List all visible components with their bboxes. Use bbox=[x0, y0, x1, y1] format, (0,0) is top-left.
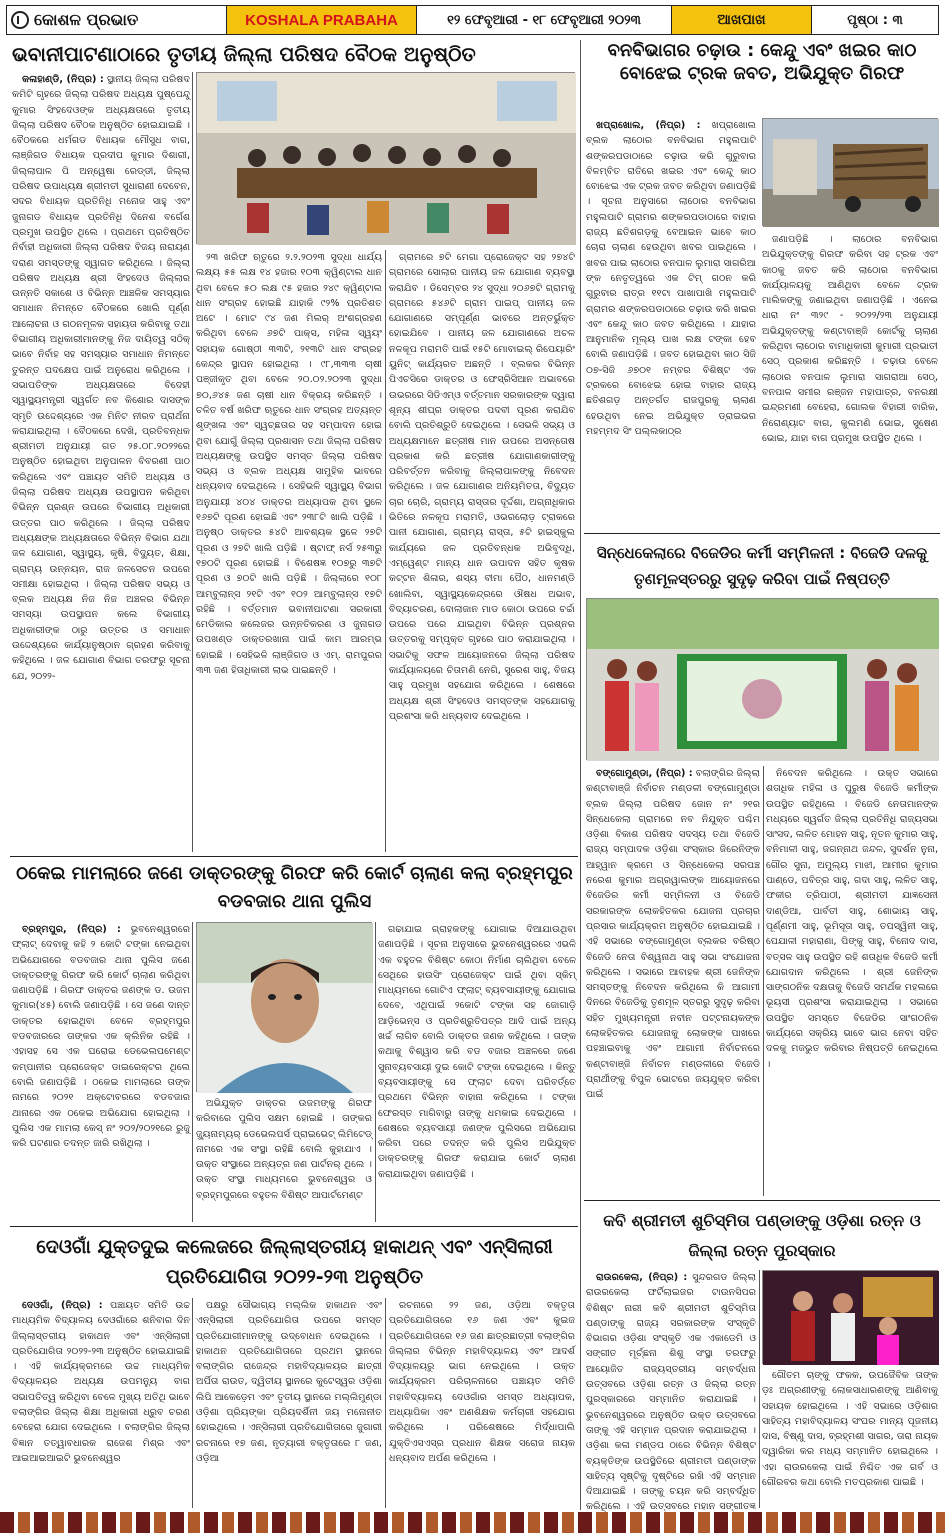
story6-award-photo bbox=[762, 1270, 938, 1364]
story1-column-3 bbox=[389, 250, 575, 852]
story3-column-1 bbox=[586, 766, 760, 1196]
award-ceremony-image bbox=[763, 1271, 939, 1365]
story-divider bbox=[10, 1226, 578, 1227]
story6-text-1: ସୁନ୍ଦରଗଡ ଜିଲ୍ଲା ରାଉରକେଲା ଫର୍ଟିଲାଇଜର ଟାଉନସିପର ବିଶିଷ୍ଟ ନାରୀ କବି ଶ୍ରୀମତୀ ଶୁଚିସ୍ମିତା ପଣ୍ଡାଙ୍କୁ ରାଜ୍ୟ ସରକାରଙ୍କ ସଂସ୍କୃତି ବିଭାଗର ଓଡ଼ିଶା ସଂସ୍କୃତି ଏକ ଏକାଡେମି ଓ ସଙ୍ଗୀତ ମୂର୍ଚ୍ଛନା ଶିଶୁ ସଂସ୍ଥା ତରଫରୁ ଆୟୋଜିତ ରାଜ୍ୟସ୍ତରୀୟ ସମ୍ବର୍ଦ୍ଧନା ଉତ୍ସବରେ ଓଡ଼ିଶା ରତ୍ନ ଓ ଜିଲ୍ଲା ରତ୍ନ ପୁରସ୍କାରରେ ସମ୍ମାନିତ କରାଯାଇଛି । ଭୁବନେଶ୍ୱରରେ ଅନୁଷ୍ଠିତ ଉକ୍ତ ଉତ୍ସବରେ ତାଙ୍କୁ ଏହି ସମ୍ମାନ ପ୍ରଦାନ କରାଯାଇଥିଲା । ଓଡ଼ିଶା କଳା ମଣ୍ଡପ ଠାରେ ବିଭିନ୍ନ ବିଶିଷ୍ଟ ବ୍ୟକ୍ତିଙ୍କ ଉପସ୍ଥିତିରେ ଶ୍ରୀମତୀ ପଣ୍ଡାଙ୍କ ସାହିତ୍ୟ ସୃଷ୍ଟିକୁ ଦୃଷ୍ଟିରେ ରଖି ଏହି ସମ୍ମାନ ଦିଆଯାଇଛି । ତାଙ୍କୁ ଚୟନ କରି ସମ୍ବର୍ଦ୍ଧିତ କରିଥିଲେ । ଏହି ଉତ୍ସବରେ ମହାନ ସଙ୍ଗୀତଜ୍ଞ bbox=[586, 1272, 756, 1513]
story2-text-2: ଜଣାପଡ଼ିଛି । ଲାଠୋର ବନବିଭାଗ ଅଭିଯୁକ୍ତଙ୍କୁ ଗିରଫ କରିବା ସହ ଟ୍ରକ ଏବଂ କାଠକୁ ଜବତ କରି ଲାଠୋର ବନବିଭାଗ କାର୍ଯ୍ୟାଳୟକୁ ଆଣିଥିବା ବେଳେ ଟ୍ରକ ମାଲିକଙ୍କୁ ଜଣାଇଥିବା ଜଣାପଡ଼ିଛି । ଏନେଇ ଧାରା ନଂ ୩୨୯ - ୨୦୨୨/୨୩ ଅନୁଯାୟୀ ଅଭିଯୁକ୍ତଙ୍କୁ କଣ୍ଟାବାଞ୍ଜି କୋର୍ଟକୁ ଚାଲାଣ କରିଥିବା ଲାଠୋର ବାମାଧିକାରୀ କୁମାରୀ ପ୍ରଭାତୀ ସେଠ୍ ପ୍ରକାଶ କରିଛନ୍ତି । ଚଢ଼ାଉ ବେଳେ ଲାଠୋର ବନପାଳ ଲୁମାରା ସାଗରାଆ ସେଠ୍, ବନପାଳ ସମୀର ରଞ୍ଜନ ମହାପାତ୍ର, ବନରକ୍ଷୀ ଇନ୍ଦ୍ରମଣୀ ବେହେରା, ଗୋଲକ ବିହାରୀ ବାରିକ, ନିରୋଣ୍ୟାଟ ବାଗ, କୁଲମଣି ଭୋଇ, ସୁଷେଣ ଭୋଇ, ଯାହା ବାଗ ପ୍ରମୁଖ ଉପସ୍ଥିତ ଥିଲେ । bbox=[762, 234, 938, 444]
story-divider bbox=[10, 856, 578, 857]
accused-portrait-image bbox=[197, 923, 373, 1093]
story4-accused-photo bbox=[196, 922, 372, 1092]
story1-dateline: କଳାହାଣ୍ଡି, (ନିପ୍ର) : bbox=[22, 74, 104, 85]
story4-column-1 bbox=[12, 922, 190, 1222]
party-gathering-image bbox=[587, 599, 939, 761]
story-divider bbox=[584, 533, 940, 534]
story2-dateline: ଖପ୍ରାଖୋଲ, (ନିପ୍ର) : bbox=[596, 120, 701, 131]
story6-text-2: ଗୌତମ ଚାଙ୍କୁ ଫକକ, ଉପଜୈବିକ ତାଙ୍କ ଡ଼ଃ ଅଗ୍ରଣୀଙ୍କୁ ଲୋକସାଧାରଣଙ୍କୁ ଆଣିବାକୁ ସହାୟକ ହୋଇଥିଲେ । ଏହି ସଭାରେ ଓଡ଼ିଶାର ସାହିତ୍ୟ ମହାବିଦ୍ୟାଳୟ ସଂଘର ମାନ୍ୟ ପୂଜନୀୟ ଦାସ, ବିଷ୍ଣୁ ଦାସ, ବ୍ରହ୍ମଶୀ ସାଗର, ତାରା ନାୟକ ଦ୍ୱାରିକା କର ମଧ୍ୟ ସମ୍ମାନିତ ହୋଇଥିଲେ । ଏହା ରାଉରକେଲା ପାଇଁ ନିଶ୍ଚିତ ଏକ ଗର୍ବ ଓ ଗୌରବର କଥା ବୋଲି ମତପ୍ରକାଶ ପାଇଛି । bbox=[762, 1370, 938, 1489]
paper-title: କୋଶଳ ପ୍ରଭାତ bbox=[34, 10, 139, 29]
story5-text-3: ରଚନାରେ ୨୨ ଜଣ, ଓଡ଼ିଆ ବକ୍ତୃତା ପ୍ରତିଯୋଗିତାରେ ୧୬ ଜଣ ଏବଂ କୁଇଜ ପ୍ରତିଯୋଗିତାରେ ୧୬ ଜଣ ଛାତ୍ରଛାତ୍ରୀ ବଲାଙ୍ଗିର ଜିଲ୍ଲାର ବିଭିନ୍ନ ମହାବିଦ୍ୟାଳୟ ଏବଂ ଆଦର୍ଶ ବିଦ୍ୟାଳୟରୁ ଭାଗ ନେଇଥିଲେ । ଉକ୍ତ କାର୍ଯ୍ୟକ୍ରମ ପରିଚାଳନାରେ ପଞ୍ଚାୟତ ସମିତି ମହାବିଦ୍ୟାଳୟ ଦେଓଗାଁର ସମସ୍ତ ଅଧ୍ୟାପକ, ଅଧ୍ୟାପିକା ଏବଂ ଅଣଶିକ୍ଷକ କର୍ମଚାରୀ ସହଯୋଗ କରିଥିଲେ । ପରିଶେଷରେ ମିର୍ଦ୍ଧାପାଲି ଯୁକ୍ତିଏସଏସ୍‌ର ପ୍ରଧାନ ଶିକ୍ଷକ ସରୋଜ ନାୟକ ଧନ୍ୟବାଦ ଅର୍ପଣ କରିଥିଲେ । bbox=[389, 1300, 575, 1464]
story4-text-2: ଗଢାଯାଇ ଗ୍ରାହକଙ୍କୁ ଯୋଗାଇ ଦିଆଯାଉଥିବା ଜଣାପଡ଼ିଛି । ସୂଚନା ଅନୁସାରେ ଭୁବନେଶ୍ୱରରେ ଏଭଳି ଏକ ବହୁତଳ ବିଶିଷ୍ଟ କୋଠା ନିର୍ମାଣ ଚାଲିଥିବା ବେଳେ ସେଥିରେ ହାଉସିଂ ପ୍ରୋଜେକ୍ଟ ପାଇଁ ଥିବା ସ୍କିମ୍ ମାଧ୍ୟମରେ ଗୋଟିଏ ଫ୍ଲାଟ୍ ବ୍ୟବସାୟୀଙ୍କୁ ଯୋଗାଇ ଦେବେ, ଏଥିପାଇଁ ୨କୋଟି ଟଙ୍କା ସହ ଜୋଗାଡ଼ି ଆଡ଼ିଭେନ୍ସ ଓ ପ୍ରତିଶ୍ରୁତିପତ୍ର ଆଦି ପାଇଁ ଅନ୍ୟ ଖର୍ଚ୍ଚ ଲାଗିବ ବୋଲି ଡାକ୍ତର ଜଣକ କହିଥିଲେ । ତାଙ୍କ କଥାକୁ ବିଶ୍ୱାସ କରି ବଡ ବଜାର ଅଞ୍ଚଳରେ ଜଣେ ସୁନାବ୍ୟବସାୟୀ ଦୁଇ କୋଟି ଟଙ୍କା ଦେଇଥିଲେ । କିନ୍ତୁ ବ୍ୟବସାୟୀଙ୍କୁ ସେ ଫ୍ଲାଟ ଦେବା ପରିବର୍ତ୍ତେ ପ୍ରଥମେ ବିଭିନ୍ନ ବାହାନା କରିଥିଲେ । ଟଙ୍କା ଫେରସ୍ତ ମାଗିବାରୁ ତାଙ୍କୁ ଧମକାଇ ଦେଇଥିଲେ । ଶେଷରେ ବ୍ୟବସାୟୀ ଜଣଙ୍କ ପୁଲିସରେ ଅଭିଯୋଗ କରିବା ପରେ ତଦନ୍ତ କରି ପୁଲିସ ଅଭିଯୁକ୍ତ ଡାକ୍ତରଙ୍କୁ ଗିରଫ କରାଯାଇ କୋର୍ଟ ଚାଲାଣ କରାଯାଇଥିବା ଜଣାପଡ଼ିଛି । bbox=[378, 924, 576, 1180]
story2-truck-photo bbox=[762, 118, 938, 226]
story1-text-1: ସ୍ଥାନୀୟ ଜିଲ୍ଲା ପରିଷଦ କମିଟି ଗୃହରେ ଜିଲ୍ଲା ପରିଷଦ ଅଧ୍ୟକ୍ଷ ପୁଷ୍ପେନ୍ଦୁ କୁମାର ସିଂହଦେଓଙ୍କ ଅଧ୍ୟକ୍ଷତାରେ ତୃତୀୟ ଜିଲ୍ଲା ପରିଷଦ ବୈଠକ ଅନୁଷ୍ଠିତ ହୋଇଯାଇଛି । ବୈଠକରେ ଧର୍ମଗଡ ବିଧାୟକ ମୌସୁଧ ବାଗ, ଲାଞ୍ଜିଗଡ ବିଧାୟକ ପ୍ରଦୀପ କୁମାର ଦିଶାରୀ, ଜିଲ୍ଲାପାଳ ପି ଅନ୍ୱେଷା ରେଡ୍ଡୀ, ଜିଲ୍ଲା ପରିଷଦ ଉପାଧ୍ୟକ୍ଷ ଶ୍ରୀମତୀ ସୁଧାରାଣୀ ଦେବେନ, ସଦର ବିଧାୟକ ପ୍ରତିନିଧି ମନୋଜ ସାହୁ ଏବଂ ଜୁନାଗଡ ବିଧାୟକ ପ୍ରତିନିଧି ଦିନେଶ ବର୍ଗେଶ ପ୍ରମୁଖ ଉପସ୍ଥିତ ଥିଲେ । ପ୍ରଥମେ ପ୍ରତିଷ୍ଠିତ ନିର୍ବାହୀ ଅଧିକାରୀ ଜିଲ୍ଲା ପରିଷଦ ବିଜୟ ନାରାୟଣ ଦରାଣ ସମସ୍ତଙ୍କୁ ସ୍ୱାଗତ କରିଥିଲେ । ଜିଲ୍ଲା ପରିଷଦ ଅଧ୍ୟକ୍ଷ ଶ୍ରୀ ସିଂହଦେଓ ଜିଲ୍ଲାର ଉନ୍ନତି ସକାଶେ ଓ ବିଭିନ୍ନ ଆଞ୍ଚଳିକ ସମସ୍ୟାର ସମାଧାନ ନିମନ୍ତେ ବୈଠକରେ ଖୋଲି ପୂର୍ଣ୍ଣ ଆଲୋଚନା ଓ ଗଠନମୂଳକ ସହାୟତା କରିବାକୁ ତଥା ବିଭାଗୀୟ ଅଧିକାରୀମାନଙ୍କୁ ନିଜ ଦାୟିତ୍ୱ ସଠିକ୍ ଭାବେ ନିର୍ବାହ ସହ ସମସ୍ୟାର ସମାଧାନ ନିମନ୍ତେ ତୁରନ୍ତ ପଦକ୍ଷେପ ପାଇଁ ଅନୁରୋଧ କରିଥିଲେ । ସଭାପତିଙ୍କ ଅଧ୍ୟକ୍ଷତାରେ ବିଦେହୀ ସ୍ୱାସ୍ଥ୍ୟମନ୍ତ୍ରୀ ସ୍ୱର୍ଗତ ନବ କିଶୋର ଦାସଙ୍କ ସ୍ମୃତି ଉଦ୍ଦେଶ୍ୟରେ ଏକ ମିନିଟ ନୀରବ ପ୍ରାର୍ଥନା କରାଯାଇଥିଲା । ବୈଠକରେ ଦେଖି, ପ୍ରତିବନ୍ଧକ ଶ୍ରୀମତୀ ଅନୁଯାୟୀ ଗତ ୨୫.୦୮.୨୦୨୨ରେ ଅନୁଷ୍ଠିତ ହୋଇଥିବା ଅନୁପାଳନ ବିବରଣୀ ପାଠ କରିଥିଲେ ଏବଂ ପଞ୍ଚାୟତ ସମିତି ଅଧ୍ୟକ୍ଷ ଓ ଜିଲ୍ଲା ପରିଷଦ ଅଧ୍ୟକ୍ଷ ଉପସ୍ଥାପନ କରିଥିବା ବିଭିନ୍ନ ପ୍ରଶ୍ନ ଉପରେ ବିଭାଗୀୟ ଅଧିକାରୀ ଉତ୍ତର ପାଠ କରିଥିଲେ । ଜିଲ୍ଲା ପରିଷଦ ଅଧ୍ୟକ୍ଷଙ୍କ ଅଧ୍ୟକ୍ଷତାରେ ବିଭିନ୍ନ ବିଭାଗ ଯଥା ଜଳ ଯୋଗାଣ, ସ୍ୱାସ୍ଥ୍ୟ, କୃଷି, ବିଦ୍ୟୁତ, ଶିକ୍ଷା, ଗ୍ରାମ୍ୟ ଉନ୍ନୟନ, ରାଜ ଜଳସେଚନ ଉପରେ ସମୀକ୍ଷା ହୋଇଥିଲା । ଜିଲ୍ଲା ପରିଷଦ ସଭ୍ୟ ଓ ବ୍ଲକ ଅଧ୍ୟକ୍ଷ ନିଜ ନିଜ ଅଞ୍ଚଳର ବିଭିନ୍ନ ସମସ୍ୟା ଉପସ୍ଥାପନ କଲେ ବିଭାଗୀୟ ଅଧିକାରୀଙ୍କ ଠାରୁ ଉତ୍ତର ଓ ସମାଧାନ ଉଦ୍ଦେଶ୍ୟରେ କାର୍ଯ୍ୟାନୁଷ୍ଠାନ ଗ୍ରହଣ କରିବାକୁ କହିଥିଲେ । ଜଳ ଯୋଗାଣ ବିଭାଗ ତରଫରୁ ସୂଚନା ଯେ, ୨୦୨୨- bbox=[12, 74, 190, 682]
meeting-hall-image bbox=[197, 73, 576, 245]
column-divider bbox=[192, 1298, 193, 1508]
paper-brand: KOSHALA PRABAHA bbox=[227, 6, 417, 34]
masthead bbox=[6, 5, 939, 35]
page-divider bbox=[580, 40, 581, 1510]
story4-column-2 bbox=[378, 922, 576, 1222]
story2-column-1 bbox=[586, 118, 756, 528]
story3-dateline: ବଙ୍ଗୋମୁଣ୍ଡା, (ନିପ୍ର) : bbox=[596, 768, 693, 779]
paper-logo bbox=[7, 6, 227, 34]
story4-caption-text: ଅଭିଯୁକ୍ତ ଡାକ୍ତର ଉଜମଙ୍କୁ ଗିରଫ କରିବାରେ ପୁଲିସ ସକ୍ଷମ ହୋଇଛି । ତାଙ୍କର ଜ୍ୟୁନାମ୍ୟର୍ ଡେଭେଲପର୍ସ ପ୍ରାଇଭେଟ୍ ଲିମିଟେଡ୍ ନାମରେ ଏକ ସଂସ୍ଥା ରହିଛି ବୋଲି କୁହାଯାଏ । ଉକ୍ତ ସଂସ୍ଥାରେ ଅନ୍ୟତ୍ର ଜଣ ପାର୍ଟନର୍ ଥିଲେ । ଉକ୍ତ ସଂସ୍ଥା ମାଧ୍ୟମରେ ଭୁବନେଶ୍ୱର ଓ ବ୍ରହ୍ମପୁରରେ ବହୁତଳ ବିଶିଷ୍ଟ ଆପାର୍ଟମେଣ୍ଟ bbox=[196, 1098, 372, 1201]
section-label: ଆଖପାଖ bbox=[672, 6, 812, 34]
story1-meeting-photo bbox=[196, 72, 575, 244]
column-divider bbox=[385, 250, 386, 852]
story4-dateline: ବ୍ରହ୍ମପୁର, (ନିପ୍ର) : bbox=[22, 924, 121, 935]
story4-photo-caption bbox=[196, 1096, 372, 1222]
story4-text-1: ଭୁବନେଶ୍ୱରରେ ଫ୍ଲାଟ୍ ଦେବାକୁ କହି ୨ କୋଟି ଟଙ୍କା ନେଇଥିବା ଅଭିଯୋଗରେ ବଡବଜାର ଥାନା ପୁଲିସ ଜଣେ ଡାକ୍ତରଙ୍କୁ ଗିରଫ କରି କୋର୍ଟ ଚାଲାଣ କରିଥିବା ଜଣାପଡ଼ିଛି । ଗିରଫ ଡାକ୍ତର ଜଣଙ୍କ ଡ. ଉଜମ କୁମାର(୪୫) ବୋଲି ଜଣାପଡ଼ିଛି । ସେ ଜଣେ ଦାନ୍ତ ଡାକ୍ତର ହୋଇଥିବା ବେଳେ ବ୍ରହ୍ମପୁର ବଡବଜାରରେ ତାଙ୍କର ଏକ କ୍ଲିନିକ ରହିଛି । ଏହାସହ ସେ ଏକ ଘରୋଇ ଡେଭେଲପମେଣ୍ଟ କମ୍ପାନୀର ପ୍ରୋଜେକ୍ଟ ଡାଇରେକ୍ଟର ଥିଲେ ବୋଲି ଜଣାପଡ଼ିଛି । ଠକେଇ ମାମଲାରେ ତାଙ୍କ ନାମରେ ୨୦୨୧ ଅକ୍ଟୋବରରେ ବଡବଜାର ଥାନାରେ ଏକ ଠକେଇ ଅଭିଯୋଗ ହୋଇଥିଲା । ପୁଲିସ ଏକ ମାମଲା କେସ୍ ନଂ ୨୦୨/୨୦୨୧ରେ ରୁଜୁ କରି ଘଟଣାର ତଦନ୍ତ ଜାରି ରଖିଥିଲା । bbox=[12, 924, 190, 1150]
story1-headline: ଭବାନୀପାଟଣାଠାରେ ତୃତୀୟ ଜିଲ୍ଲା ପରିଷଦ ବୈଠକ ଅନୁଷ୍ଠିତ bbox=[12, 42, 476, 66]
column-divider bbox=[375, 922, 376, 1222]
story3-text-1: ବଲାଙ୍ଗିର ଜିଲ୍ଲା କଣ୍ଟାବାଞ୍ଜି ନିର୍ବାଚନ ମଣ୍ଡଳୀ ବଙ୍ଗୋମୁଣ୍ଡା ବ୍ଲକ ଜିଲ୍ଲା ପରିଷଦ ଜୋନ ନଂ ୨୧ର ସିନ୍ଧେକେଲା ଗ୍ରାମରେ ନବ ନିଯୁକ୍ତ ପଶ୍ଚିମ ଓଡ଼ିଶା ବିକାଶ ପରିଷଦ ସଦସ୍ୟ ତଥା ବିଜେଡି ରାଜ୍ୟ ସମ୍ପାଦକ ଓଡ଼ିଶା ସଂସ୍କାର ଜିରେନିଙ୍କ ଆହ୍ୱାନ କ୍ରମେ ଓ ସିନ୍ଧେକେଲା ସରପଞ୍ଚ ନରେଶ କୁମାର ଅଗ୍ରୱାଲଙ୍କ ଆୟୋଜନରେ ବିଜେଡିର କର୍ମୀ ସମ୍ମିଳନୀ ଓ ବିଜେଡି ସରକାରଙ୍କ ଲୋକହିତକର ଯୋଜନା ପ୍ରଚାର ପ୍ରସାର କାର୍ଯ୍ୟକ୍ରମ ଅନୁଷ୍ଠିତ ହୋଇଯାଇଛି । ଏହି ସଭାରେ ବଙ୍ଗୋମୁଣ୍ଡା ବ୍ଲକର ବରିଷ୍ଠ ବିଜେଡି ନେତା ବିଶ୍ୱନାଥ ସାହୁ ସଭା ସଂଯୋଜନା କରିଥିଲେ । ସଭାରେ ଆବାହକ ଶ୍ରୀ ଜେନିଙ୍କ ସମସ୍ତଙ୍କୁ ନିବେଦନ କରିଥିଲେ କି ଆଗାମୀ ଦିନରେ ବିଜେଡିକୁ ତୃଣମୂଳ ସ୍ତରରୁ ସୁଦୃଢ଼ କରିବା ସହିତ ମୁଖ୍ୟମନ୍ତ୍ରୀ ନବୀନ ପଟ୍ଟନାୟକଙ୍କ ଲୋକହିତକର ଯୋଜନାକୁ ଲୋକଙ୍କ ପାଖରେ ପହଞ୍ଚାଇବାକୁ ଏବଂ ଆଗାମୀ ନିର୍ବାଚନରେ କଣ୍ଟାବାଞ୍ଜି ନିର୍ବାଚନ ମଣ୍ଡଳୀରେ ବିଜେଡି ପ୍ରାର୍ଥୀଙ୍କୁ ବିପୁଳ ଭୋଟରେ ଜୟଯୁକ୍ତ କରିବା ପାଇଁ bbox=[586, 768, 760, 1101]
story-divider bbox=[584, 1200, 940, 1201]
footer-border-pattern bbox=[0, 1512, 945, 1533]
story6-column-1 bbox=[586, 1270, 756, 1513]
story3-rally-photo bbox=[586, 598, 938, 760]
story2-text-1: ଖପ୍ରାଖୋଲ ବ୍ଲକ ଲାଠୋର ବନବିଭାଗ ମହୁଲପାଟି ଶଙ୍କରପଡାଠାରେ ଚଢ଼ାଉ କରି ଗୁରୁବାର ବିଳମ୍ବିତ ରାତିରେ ଖଇର ଏବଂ କେନ୍ଦୁ କାଠ ବୋଝେଇ ଏକ ଟ୍ରକ ଜବତ କରିଥିବା ଜଣାପଡ଼ିଛି । ସୂଚନା ଅନୁସାରେ ଲାଠୋର ବନବିଭାଗ ମହୁଲପାଟି ଗ୍ରାମର ଶଙ୍କରପଡାଠାରେ ବାହାର ରାଜ୍ୟ ଛତିଶଗଡ଼କୁ ବେଆଇନ ଭାବେ କାଠ ଚୋରା ଚାଲାଣ ହେଉଥିବା ଖବର ପାଇଥିଲେ । ଖବର ପାଇ ଲାଠୋର ବନପାଳ ଲୁମାରା ସାଗରିଆ ଙ୍କ ନେତୃତ୍ୱରେ ଏକ ଟିମ୍ ଗଠନ କରି ଗୁରୁବାର ରାତ୍ର ୧୧ଟା ପାଖାପାଖି ମହୁଲପାଟି ଗ୍ରାମର ଶଙ୍କରପଡାଠାରେ ଚଢ଼ାଉ କରି ଖଇର ଏବଂ କେନ୍ଦୁ କାଠ ଜବତ କରିଥିଲେ । ଯାହାର ଆନୁମାନିକ ମୂଲ୍ୟ ପାଖ ଲକ୍ଷ ଟଙ୍କା ହେବ ବୋଲି ଜଣାପଡ଼ିଛି । ଜବତ ହୋଇଥିବା କାଠ ସିଜି ୦୭-ସିଜି ୬୭୦୧ ନମ୍ବର ବିଶିଷ୍ଟ ଏକ ଟ୍ରକରେ ବୋଝେଇ ହୋଇ ବାହାର ରାଜ୍ୟ ଛତିଶଗଡ଼ ଅନ୍ତର୍ଗତ ରାଜପୁରକୁ ଚାଲାଣ ହେଉଥିବା ନେଇ ଅଭିଯୁକ୍ତ ଡ୍ରାଇଭର ମହମ୍ମଦ ସିଂ ପଲ୍ଲକାଠ୍ର bbox=[586, 120, 756, 437]
story1-text-2: ୨୩ ଖରିଫ ଋତୁରେ ୨.୨.୨୦୨୩ ସୁଦ୍ଧା ଧାର୍ଯ୍ୟ ଲକ୍ଷ୍ୟ ୫୫ ଲକ୍ଷ ୧୪ ହଜାର ୧୦୩ କ୍ୱିଣ୍ଟାଲ ଧାନ ଥିବା ବେଳେ ୫୦ ଲକ୍ଷ ୯୫ ହଜାର ୨୪୯ କ୍ୱିଣ୍ଟାଲ ଧାନ ସଂଗ୍ରହ ହୋଇଛି ଯାହାକି ୯୨% ପ୍ରତିଶତ ଅଟେ । ମୋଟ ୯୪ ଜଣ ମିଲର୍ ଅଂଶଗ୍ରହଣ କରିଥିବା ବେଳେ ୬୭ଟି ପାକ୍ସ, ମହିଳା ସ୍ୱୟଂ ସହାୟକ ଗୋଷ୍ଠୀ ୩୩ଟି, ୨୧୩ଟି ଧାନ ସଂଗ୍ରହ କେନ୍ଦ୍ର ସ୍ଥାପନ ହୋଇଥିଲା । ୯୮,୩୩୩ ଚାଷୀ ପଞ୍ଜୀକୃତ ଥିବା ବେଳେ ୨୦.୦୨.୨୦୨୩ ସୁଦ୍ଧା ୭୦,୬୪୫ ଜଣ ଚାଷୀ ଧାନ ବିକ୍ରୟ କରିଛନ୍ତି । ଚଳିତ ବର୍ଷ ଖରିଫ ଋତୁରେ ଧାନ ସଂଗ୍ରହ ଅତ୍ୟନ୍ତ ଶୃଙ୍ଖଳା ଏବଂ ସ୍ୱଚ୍ଛତାର ସହ ସମ୍ପାଦନ ହୋଇ ଥିବା ଯୋଗୁଁ ଜିଲ୍ଲା ପ୍ରଶାସନ ତଥା ଜିଲ୍ଲା ପରିଷଦ ଅଧ୍ୟକ୍ଷଙ୍କୁ ଉପସ୍ଥିତ ସମସ୍ତ ଜିଲ୍ଲା ପରିଷଦ ସଭ୍ୟ ଓ ବ୍ଲକ ଅଧ୍ୟକ୍ଷ ସାମୁହିକ ଭାବରେ ଧନ୍ୟବାଦ ଦେଇଥିଲେ । ସେହିଭଳି ସ୍ୱାସ୍ଥ୍ୟ ବିଭାଗ ଅନୁଯାୟୀ ୪୦୪ ଡାକ୍ତର ଅଧ୍ୟାପକ ଥିବା ସ୍ଥଳେ ୧୬୭ଟି ପୂରଣ ହୋଇଛି ଏବଂ ୨୩୮ଟି ଖାଲି ପଡ଼ିଛି । ଅନୁଷ୍ଠ ଡାକ୍ତର ୫୪ଟି ଆବଶ୍ୟକ ସ୍ଥଳେ ୨୭ଟି ପୂରଣ ଓ ୨୭ଟି ଖାଲି ପଡ଼ିଛି । ଷ୍ଟାଫ୍ ନର୍ସ ୨୫୩ରୁ ୧୭୦ଟି ପୂରଣ ହୋଇଛି । ବିଶେଷଜ୍ଞ ୧୦୭ରୁ ୩୭ଟି ପୂରଣ ଓ ୭୦ଟି ଖାଲି ପଡ଼ିଛି । ଜିଲ୍ଲାରେ ୧୦୮ ଆମ୍ବୁଲାନ୍ସ ୨୧ଟି ଏବଂ ୧୦୨ ଆମ୍ବୁଲାନ୍ସ ୧୭ଟି ରହିଛି । ବର୍ତ୍ତମାନ ଭବାନୀପାଟଣା ସରକାରୀ ମେଡିକାଲ କଲେଜର ଉନ୍ନତିକରଣ ଓ ଜୁନାଗଡ ଉପଖଣ୍ଡ ଡାକ୍ତରଖାନା ପାଇଁ କାମ ଆରମ୍ଭ ହୋଇଛି । ସେହିଭଳି ଲାଞ୍ଜିଗଡ ଓ ଏମ୍. ରାମପୁରର ୩୩ ଜଣ ହିତାଧିକାରୀ ଲାଭ ପାଇଛନ୍ତି । bbox=[196, 252, 382, 677]
story5-text-1: ପଞ୍ଚାୟତ ସମିତି ଉଚ୍ଚ ମାଧ୍ୟମିକ ବିଦ୍ୟାଳୟ ଦେଓଗାଁରେ ଶନିବାର ଦିନ ଜିଲ୍ଲାସ୍ତରୀୟ ହାକାଥନ ଏବଂ ଏନ୍ସିଲାରୀ ପ୍ରତିଯୋଗିତା ୨୦୨୨-୨୩ ଅନୁଷ୍ଠିତ ହୋଇଯାଇଛି । ଏହି କାର୍ଯ୍ୟକ୍ରମରେ ଉଚ୍ଚ ମାଧ୍ୟମିକ ବିଦ୍ୟାଳୟର ଅଧ୍ୟକ୍ଷ ଉପମନ୍ୟୁ ବାଗ ସଭାପତିତ୍ୱ କରିଥିବା ବେଳେ ମୁଖ୍ୟ ଅତିଥି ଭାବେ ବଲାଙ୍ଗିର ଜିଲ୍ଲା ଶିକ୍ଷା ଅଧିକାରୀ ଧ୍ରୁବ ଚରଣ ବେହେରା ଯୋଗ ଦେଇଥିଲେ । ବଲାଙ୍ଗିର ଜିଲ୍ଲା ବିଜ୍ଞାନ ତତ୍ୱାବଧାରକ ରାଜେଶ ମିଶ୍ର ଏବଂ ଆଇଆଇଆଇଟି ଭୁବନେଶ୍ୱର bbox=[12, 1300, 190, 1464]
column-divider bbox=[385, 1298, 386, 1508]
story6-column-2 bbox=[762, 1368, 938, 1508]
story6-dateline: ରାଉରକେଲା, (ନିପ୍ର) : bbox=[596, 1272, 688, 1283]
story1-column-2 bbox=[196, 250, 382, 852]
column-divider bbox=[763, 766, 764, 1196]
page-number: ପୃଷ୍ଠା : ୩ bbox=[847, 12, 903, 28]
story2-headline: ବନବିଭାଗର ଚଢ଼ାଉ : କେନ୍ଦୁ ଏବଂ ଖଇର କାଠ ବୋଝେଇ ଟ୍ରକ ଜବତ, ଅଭିଯୁକ୍ତ ଗିରଫ bbox=[607, 40, 917, 84]
issue-date-range: ୧୨ ଫେବୃଆରୀ - ୧୮ ଫେବୃଆରୀ ୨୦୨୩ bbox=[417, 6, 672, 34]
story3-column-2 bbox=[766, 766, 938, 1196]
story5-column-3 bbox=[389, 1298, 575, 1508]
column-divider bbox=[192, 72, 193, 852]
story3-text-2: ନିବେଦନ କରିଥିଲେ । ଉକ୍ତ ସଭାରେ ଶତାଧିକ ମହିଳା ଓ ପୁରୁଷ ବିଜେଡି କର୍ମୀଙ୍କ ଉପସ୍ଥିତ ରହିଥିଲେ । ବିଜେଡି ନେତାମାନଙ୍କ ମଧ୍ୟରେ ସ୍ୱର୍ଗତ ଜିଲ୍ଲା ପ୍ରତିନିଧି ରାଜ୍ୟସଭା ସାଂସଦ, ଲଳିତ ମୋହନ ସାହୁ, ନୂତନ କୁମାର ସାହୁ, ବନିମାଳୀ ସାହୁ, ଜଗନ୍ନାଥ ଜନ୍ଦଳ, ସୁଦର୍ଶନ ନୁନା, ଗୌର ସୁନା, ଅମୁଲ୍ୟ ମାଝୀ, ଆମୀର କୁମାର ପାଣ୍ଡେ, ପବିତ୍ର ସାହୁ, ଗଦା ସାହୁ, ଲଳିତ ସାହୁ, ଫକୀର ତ୍ରିପାଠୀ, ଶ୍ରୀମତୀ ଯାଜ୍ଞସେନୀ ଦାଣ୍ଡିଆ, ପାର୍ବତୀ ସାହୁ, ଶୋଭାୟ ସାହୁ, ପୂର୍ଣ୍ଣମୀ ସାହୁ, ଭୂମିସୂତା ସାହୁ, ତପସ୍ୱିନୀ ସାହୁ, ପେଯାଳୀ ମହାରାଣା, ପିଙ୍କୁ ସାହୁ, ବିନୋଦ ଦାସ, ବତ୍ସଳ ସାହୁ ଉପସ୍ଥିତ ରହି ଶତାଧିକ ବିଜେଡି କର୍ମୀ ଯୋଗଦାନ କରିଥିଲେ । ଶ୍ରୀ ଜେନିଙ୍କ ସାଙ୍ଗଠନିକ ଦକ୍ଷତାକୁ ବିଜେଡି ସମର୍ଥକ ମହଲରେ ଭୂୟସୀ ପ୍ରଶଂସା କରାଯାଇଥିଲା । ସଭାରେ ଉପସ୍ଥିତ ସମସ୍ତେ ବିଜେଡିର ସାଂଗଠନିକ କାର୍ଯ୍ୟରେ ସକ୍ରିୟ ଭାବେ ଭାଗ ନେବା ସହିତ ଦଳକୁ ମଜଭୁତ କରିବାର ନିଷ୍ପତ୍ତି ନେଇଥିଲେ । bbox=[766, 768, 938, 1070]
story5-column-2 bbox=[196, 1298, 382, 1508]
story2-column-2 bbox=[762, 232, 938, 528]
story6-headline: କବି ଶ୍ରୀମତୀ ଶୁଚିସ୍ମିତା ପଣ୍ଡାଙ୍କୁ ଓଡ଼ିଶା ରତ୍ନ ଓ ଜିଲ୍ଲା ରତ୍ନ ପୁରସ୍କାର bbox=[603, 1211, 921, 1260]
story5-headline: ଦେଓଗାଁ ଯୁକ୍ତଦୁଇ କଲେଜରେ ଜିଲ୍ଲାସ୍ତରୀୟ ହାକାଥନ୍ ଏବଂ ଏନ୍ସିଲାରୀ ପ୍ରତିଯୋଗିତା ୨୦୨୨-୨୩ ଅନୁଷ୍ଠିତ bbox=[36, 1236, 553, 1288]
story5-dateline: ଦେଓଗାଁ, (ନିପ୍ର) : bbox=[22, 1300, 103, 1311]
story1-text-3: ଗ୍ରାମରେ ୭ଟି ମେଗା ପ୍ରୋଜେକ୍ଟ ସହ ୨୭୪ଟି ଗ୍ରାମରେ ସୋଲାର ପାନୀୟ ଜଳ ଯୋଗାଣ ବ୍ୟବସ୍ଥା କରାଯିବ । ଡିସେମ୍ବର ୨୪ ସୁଦ୍ଧା ୨୦୬୭ଟି ଗ୍ରାମକୁ ଗ୍ରାମରେ ୫୪୬ଟି ଗ୍ରାମ ପାଇପ୍ ପାନୀୟ ଜଳ ଯୋଗାଣରେ ସମ୍ପୂର୍ଣ୍ଣ ଭାବରେ ଅନ୍ତର୍ଭୁକ୍ତ ହୋଇଯିବେ । ପାନୀୟ ଜଳ ଯୋଗାଣରେ ଅଚଳ ନଳକୂପ ମରାମତି ପାଇଁ ୧୫ଟି ମୋବାଇଲ୍ ରିପେୟାରିଂ ୟୁନିଟ୍ କାର୍ଯ୍ୟରତ ଅଛନ୍ତି । ବ୍ଲକର ବିଭିନ୍ନ ପିଏଚସିରେ ଡାକ୍ତର ଓ ଫେସ୍ରିସିଆନ ଅଭାବରେ ଉଭରରେ ସିଡିଏମ୍ଓ ବର୍ତ୍ତମାନ ସରକାରଙ୍କ ଦ୍ୱାରା ଶୂନ୍ୟ ଶୀଘ୍ର ଡାକ୍ତର ପଦବୀ ପୂରଣ କରାଯିବ ବୋଲି ପ୍ରତିଶ୍ରୁତି ଦେଇଥିଲେ । ସେଭଳି ସଭ୍ୟ ଓ ଅଧ୍ୟକ୍ଷମାନେ ଛତ୍ରୀଷ ମାନ ଉପରେ ଅସନ୍ତୋଷ ପ୍ରକାଶ କରି ଛତ୍ରୀଷ ଯୋଗାଣକାରୀଙ୍କୁ ପରିବର୍ତ୍ତନ କରିବାକୁ ଜିଲ୍ଲାପାଳଙ୍କୁ ନିବେଦନ କରିଥିଲେ । ଜଳ ଯୋଗାଣର ଅନିୟମିତତା, ବିଦ୍ୟୁତ ଚାର ଚୋରି, ଗ୍ରାମ୍ୟ ରାସ୍ତାର ଦୂର୍ଦ୍ଦଶା, ଅଗ୍ନାଧିକାର ଭିତିରେ ନଳକୂପ ମରାମତି, ଓଭରଲୋଡ଼ ଟ୍ରାକରେ ପାନୀ ଯୋଗାଣ, ଗ୍ରାମ୍ୟ ରାସ୍ତା, ୫ଟି ହାଇସ୍କୁଲ କାର୍ଯ୍ୟରେ ଜଳ ପ୍ରତିବନ୍ଧକ ଅଭିବୃଦ୍ଧି, ଏମ୍ୱେଣ୍ଟ ମାନ୍ୟ ଧାନ ଉପାଦନ ସହିତ କୃଷକ କଟ୍ଟନ ଶିଳାର, ଶସ୍ୟ ବୀମା ପୈଠ, ଧାନମଣ୍ଡି ଖୋଲିବା, ସ୍ୱାସ୍ଥ୍ୟକେନ୍ଦ୍ରରେ ଔଷଧ ଅଭାବ, ବିଦ୍ୟାଚରଣ, ଦୋଲାଜାନ ମାଡ କୋଠା ଉପରେ ଚର୍ଚ୍ଚା ଉପରେ ପରେ ଯାଇଥିବା ବିଭିନ୍ନ ପ୍ରଶ୍ନର ଉତ୍ତରକୁ ସମ୍ପୃକ୍ତ ଗୃହରେ ପାଠ କରାଯାଇଥିଲା । ସଭାଟିକୁ ସଫଳ ଆୟୋଜନରେ ଜିଲ୍ଲା ପରିଷଦ କାର୍ଯ୍ୟାଳୟରେ ଚିତାମଣି ନେଗି, ସୁରେଶ ସାହୁ, ବିଜୟ ସାହୁ ପ୍ରମୁଖ ସହଯୋଗ କରିଥିଲେ । ଶେଷରେ ଅଧ୍ୟକ୍ଷ ଶ୍ରୀ ସିଂହଦେଓ ସମସ୍ତଙ୍କ ସହଯୋଗକୁ ପ୍ରଶଂସା କରି ଧନ୍ୟବାଦ ଦେଇଥିଲେ । bbox=[389, 252, 575, 722]
story3-headline: ସିନ୍ଧେକେଲାରେ ବିଜେଡିର କର୍ମୀ ସମ୍ମିଳନୀ : ବିଜେଡି ଦଳକୁ ତୃଣମୂଳସ୍ତରରୁ ସୁଦୃଢ଼ କରିବା ପାଇଁ ନିଷ୍ପତ୍ତି bbox=[596, 544, 928, 588]
seized-truck-image bbox=[763, 119, 939, 227]
story5-column-1 bbox=[12, 1298, 190, 1508]
story1-column-1 bbox=[12, 72, 190, 852]
column-divider bbox=[192, 922, 193, 1222]
paper-emblem-icon bbox=[11, 11, 29, 29]
story4-headline: ଠକେଇ ମାମଲାରେ ଜଣେ ଡାକ୍ତରଙ୍କୁ ଗିରଫ କରି କୋର୍ଟ ଚାଲାଣ କଲା ବ୍ରହ୍ମପୁର ବଡବଜାର ଥାନା ପୁଲିସ bbox=[16, 863, 573, 912]
story5-text-2: ପକ୍ଷରୁ ସୌଭାଗ୍ୟ ମଲ୍ଲିକ ହାକାଥନ ଏବଂ ଏନ୍ସିଲାରୀ ପ୍ରତିଯୋଗିତା ଉପରେ ସମସ୍ତ ପ୍ରତିଯୋଗୀମାନଙ୍କୁ ଉଦ୍ବୋଧନ ଦେଇଥିଲେ । ହାକାଥନ ପ୍ରତିଯୋଗିତାରେ ପ୍ରଥମ ସ୍ଥାନରେ ବଲାଙ୍ଗିର ରାଜେନ୍ଦ୍ର ମହାବିଦ୍ୟାଳୟର ଛାତ୍ରୀ ଅର୍ପିତା ରାଉତ, ଦ୍ୱିତୀୟ ସ୍ଥାନରେ କୁଟେସ୍ୱର ଓଡ଼ିଶା ଲିପି ଆକେଡ଼େମ ଏବଂ ତୃତୀୟ ସ୍ଥାନରେ ମଲ୍ଲିମୁଣ୍ଡା ଓଡ଼ିଶା ପ୍ରିୟଙ୍କା ପ୍ରିୟଦର୍ଶିନୀ ଜୟ ମନୋନୀତ ହୋଇଥିଲେ । ଏନ୍ସିଲାରୀ ପ୍ରତିଯୋଗିତାରେ ଜୁଗାରୀ ରଚନାରେ ୧୭ ଜଣ, ନୃତ୍ୟାରୀ ବକ୍ତୃତାରେ ୮ ଜଣ, ଓଡ଼ିଆ bbox=[196, 1300, 382, 1464]
column-divider bbox=[759, 1270, 760, 1508]
